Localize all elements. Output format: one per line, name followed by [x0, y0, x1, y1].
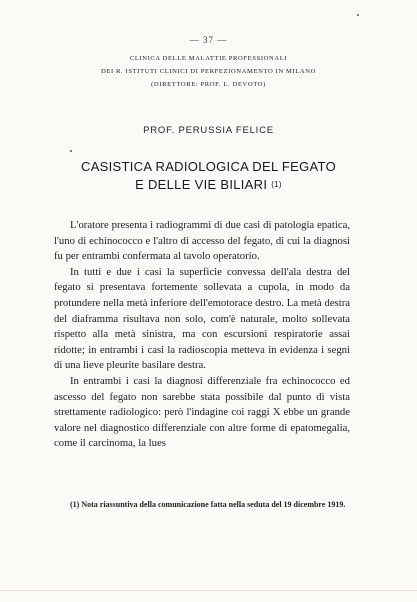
paragraph-2: In tutti e due i casi la superficie convessa dell'ala destra del fegato si presentava fortemente sollevata a cupola, in modo da protundere nella metà inferiore dell'emotorace destro. La metà destra del diaframma risultava non solo, com'è naturale, molto sollevata rispetto alla metà sinistra, ma con escursioni respiratorie assai ridotte; in entrambi i casi la radioscopia metteva in evidenza i segni di una lieve pleurite basilare destra.: [54, 265, 350, 372]
paragraph-1: L'oratore presenta i radiogrammi di due casi di patologia epatica, l'uno di echinococco e l'altro di accesso del fegato, di cui la diagnosi fu per entrambi confermata al tavolo operatorio.: [54, 219, 350, 263]
footnote: (1) Nota riassuntiva della comunicazione fatta nella seduta del 19 dicembre 1919.: [70, 500, 346, 509]
body-text: [54, 218, 350, 452]
author-name: PROF. PERUSSIA FELICE: [143, 125, 274, 136]
title-line-1: CASISTICA RADIOLOGICA DEL FEGATO: [81, 159, 336, 174]
scan-speck: [70, 150, 72, 152]
scan-speck: [357, 14, 359, 16]
title-footnote-ref: (1): [271, 180, 282, 189]
institution-line-1: CLINICA DELLE MALATTIE PROFESSIONALI: [129, 55, 288, 62]
title-line-2: [0, 177, 417, 192]
institution-line-3: (DIRETTORE: PROF. L. DEVOTO): [151, 81, 266, 88]
page-number: — 37 —: [189, 35, 228, 45]
title-line-2-text: E DELLE VIE BILIARI: [135, 177, 268, 192]
paragraph-3: In entrambi i casi la diagnosi differenziale fra echinococco ed ascesso del fegato non sarebbe stata possibile dal punto di vista strettamente radiologico: però l'indagine coi raggi X ebbe un grande valore nel diagnostico differenziale con altre forme di epatomegalia, come il carcinoma, la lues: [54, 374, 350, 450]
institution-line-2: DEI R. ISTITUTI CLINICI DI PERFEZIONAMENTO IN MILANO: [101, 68, 316, 75]
page-edge: [0, 590, 417, 591]
